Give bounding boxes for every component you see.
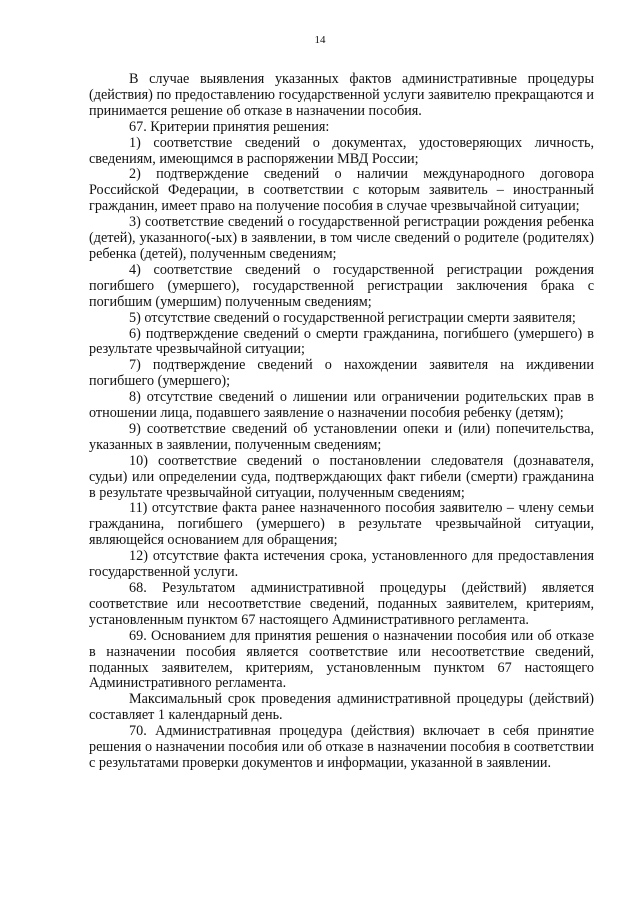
paragraph: В случае выявления указанных фактов административные процедуры (действия) по предоставлению государственной услуги заявителю прекращаются и принимается решение об отказе в назначении пособия. — [89, 71, 594, 119]
list-item: 7) подтверждение сведений о нахождении заявителя на иждивении погибшего (умершего); — [89, 357, 594, 390]
list-item: 8) отсутствие сведений о лишении или ограничении родительских прав в отношении лица, подавшего заявление о назначении пособия ребенку (детям); — [89, 389, 594, 422]
paragraph: 70. Административная процедура (действия) включает в себя принятие решения о назначении пособия или об отказе в назначении пособия в соответствии с результатами проверки документов и информации, указанной в заявлении. — [89, 723, 594, 771]
list-item: 1) соответствие сведений о документах, удостоверяющих личность, сведениям, имеющимся в распоряжении МВД России; — [89, 134, 594, 167]
document-body — [89, 72, 594, 772]
list-item: 9) соответствие сведений об установлении опеки и (или) попечительства, указанных в заявлении, полученным сведениям; — [89, 420, 594, 453]
list-item: 10) соответствие сведений о постановлении следователя (дознавателя, судьи) или определении суда, подтверждающих факт гибели (смерти) гражданина в результате чрезвычайной ситуации, полученным сведениям; — [89, 452, 594, 501]
page-number: 14 — [314, 34, 326, 46]
paragraph: 69. Основанием для принятия решения о назначении пособия или об отказе в назначении пособия является соответствие или несоответствие сведений, поданных заявителем, критериям, установленным пунктом 67 настоящего Административного регламента. — [89, 627, 594, 692]
paragraph: 68. Результатом административной процедуры (действий) является соответствие или несоответствие сведений, поданных заявителем, критериям, установленным пунктом 67 настоящего Административного регламента. — [89, 580, 594, 628]
list-item: 3) соответствие сведений о государственной регистрации рождения ребенка (детей), указанного(-ых) в заявлении, в том числе сведений о родителе (родителях) ребенка (детей), полученным сведениям; — [89, 214, 594, 262]
paragraph: 67. Критерии принятия решения: — [129, 118, 330, 135]
list-item: 2) подтверждение сведений о наличии международного договора Российской Федерации, в соответствии с которым заявитель – иностранный гражданин, имеет право на получение пособия в случае чрезвычайной ситуации; — [89, 166, 594, 215]
list-item: 12) отсутствие факта истечения срока, установленного для предоставления государственной услуги. — [89, 548, 594, 581]
list-item: 6) подтверждение сведений о смерти гражданина, погибшего (умершего) в результате чрезвычайной ситуации; — [89, 325, 594, 358]
list-item: 4) соответствие сведений о государственной регистрации рождения погибшего (умершего), государственной регистрации заключения брака с погибшим (умершим) полученным сведениям; — [89, 261, 594, 310]
paragraph: Максимальный срок проведения административной процедуры (действий) составляет 1 календарный день. — [89, 691, 594, 724]
list-item: 11) отсутствие факта ранее назначенного пособия заявителю – члену семьи гражданина, погибшего (умершего) в результате чрезвычайной ситуации, являющейся основанием для обращения; — [89, 500, 594, 549]
list-item: 5) отсутствие сведений о государственной регистрации смерти заявителя; — [129, 309, 576, 326]
